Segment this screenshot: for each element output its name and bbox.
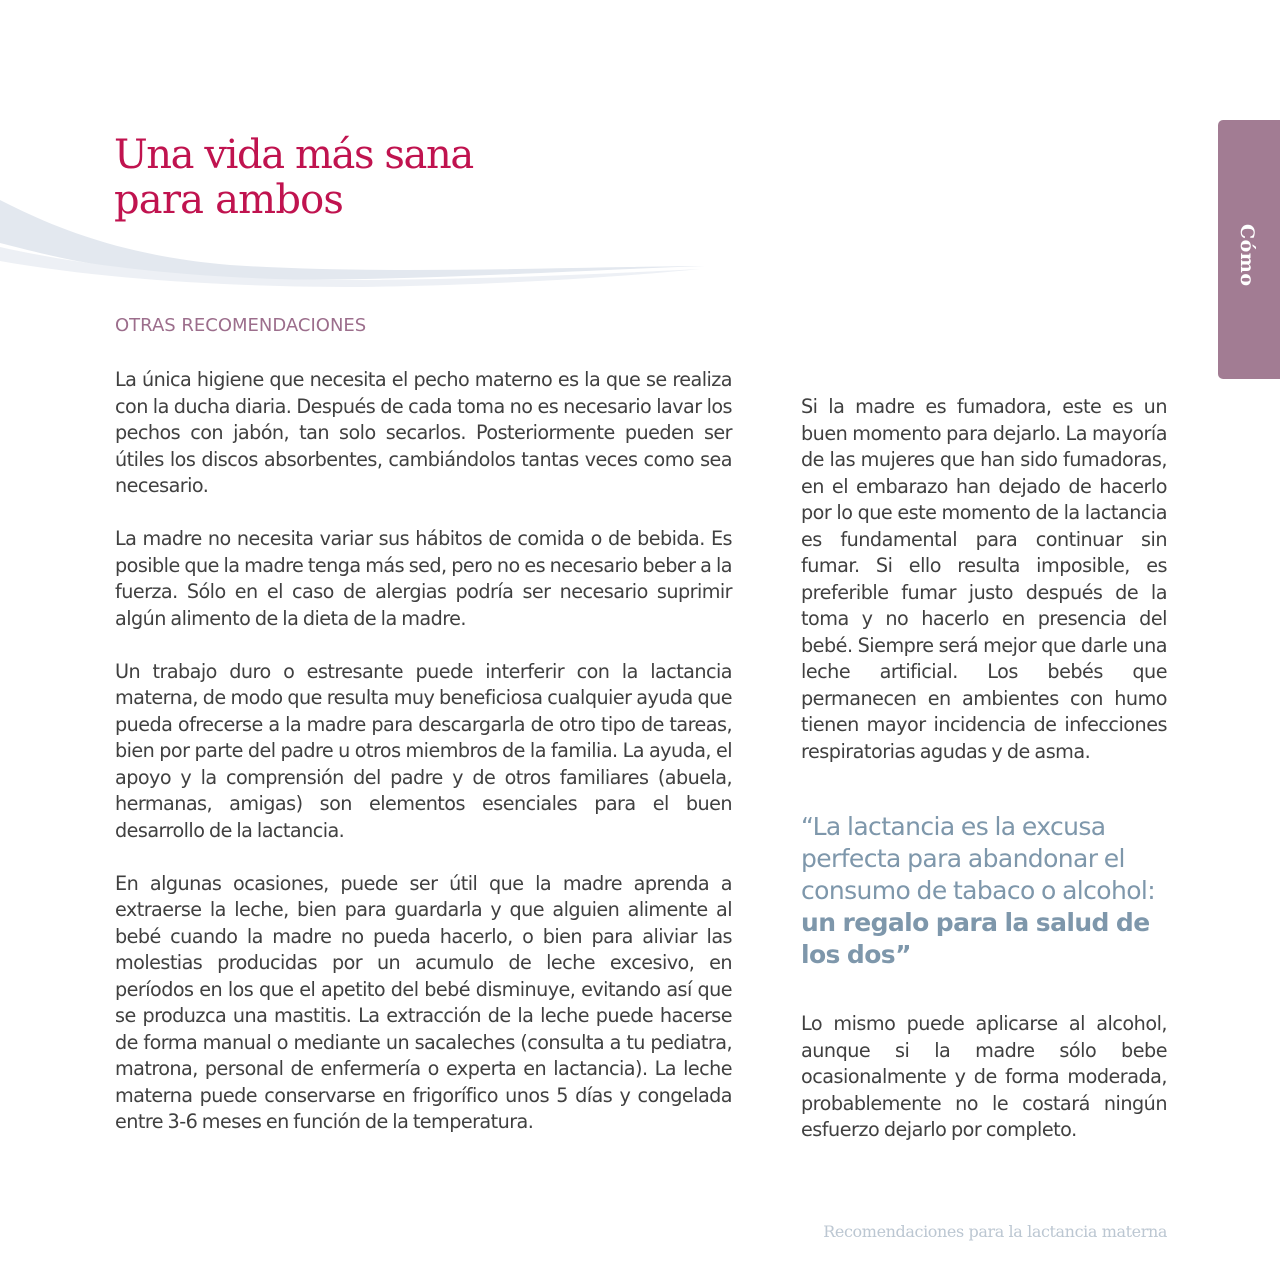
- left-column: [115, 367, 732, 1162]
- page-footer: Recomendaciones para la lactancia materna: [823, 1222, 1167, 1241]
- paragraph-hygiene: La única higiene que necesita el pecho materno es la que se realiza con la ducha diaria. Después de cada toma no es necesario lavar los pechos con jabón, tan solo secarlos. Posteriormente pueden ser útiles los discos absorbentes, cambiándolos tantas veces como sea necesario.: [115, 368, 732, 497]
- section-tab-label: Cómo: [1236, 224, 1258, 287]
- paragraph-smoking: Si la madre es fumadora, este es un buen momento para dejarlo. La mayoría de las mujeres que han sido fumadoras, en el embarazo han dejado de hacerlo por lo que este momento de la lactancia es fundamental para continuar sin fumar. Si ello resulta imposible, es preferible fumar justo después de la toma y no hacerlo en presencia del bebé. Siempre será mejor que darle una leche artificial. Los bebés que permanecen en ambientes con humo tienen mayor incidencia de infecciones respiratorias agudas y de asma.: [801, 395, 1167, 763]
- paragraph-alcohol: Lo mismo puede aplicarse al alcohol, aunque si la madre sólo bebe ocasionalmente y de forma moderada, probablemente no le costará ningún esfuerzo dejarlo por completo.: [801, 1012, 1167, 1141]
- page-title: [114, 133, 473, 223]
- pull-quote: [801, 811, 1167, 971]
- quote-emphasis: un regalo para la salud de los dos”: [801, 908, 1150, 969]
- section-heading: OTRAS RECOMENDACIONES: [115, 315, 367, 336]
- paragraph-support: Un trabajo duro o estresante puede interferir con la lactancia materna, de modo que resulta muy beneficiosa cualquier ayuda que pueda ofrecerse a la madre para descargarla de otro tipo de tareas, bien por parte del padre u otros miembros de la familia. La ayuda, el apoyo y la comprensión del padre y de otros familiares (abuela, hermanas, amigas) son elementos esenciales para el buen desarrollo de la lactancia.: [115, 659, 732, 842]
- title-line-2: para ambos: [114, 177, 344, 223]
- right-column: [801, 394, 1167, 1170]
- title-line-1: Una vida más sana: [114, 132, 473, 178]
- paragraph-extraction: En algunas ocasiones, puede ser útil que la madre aprenda a extraerse la leche, bien para guardarla y que alguien alimente al bebé cuando la madre no pueda hacerlo, o bien para aliviar las molestias producidas por un acumulo de leche excesivo, en períodos en los que el apetito del bebé disminuye, evitando así que se produzca una mastitis. La extracción de la leche puede hacerse de forma manual o mediante un sacaleches (consulta a tu pediatra, matrona, personal de enfermería o experta en lactancia). La leche materna puede conservarse en frigorífico unos 5 días y congelada entre 3-6 meses en función de la temperatura.: [115, 871, 732, 1133]
- quote-text: “La lactancia es la excusa perfecta para abandonar el consumo de tabaco o alcohol:: [801, 812, 1156, 905]
- paragraph-diet: La madre no necesita variar sus hábitos de comida o de bebida. Es posible que la madre tenga más sed, pero no es necesario beber a la fuerza. Sólo en el caso de alergias podría ser necesario suprimir algún alimento de la dieta de la madre.: [115, 527, 732, 630]
